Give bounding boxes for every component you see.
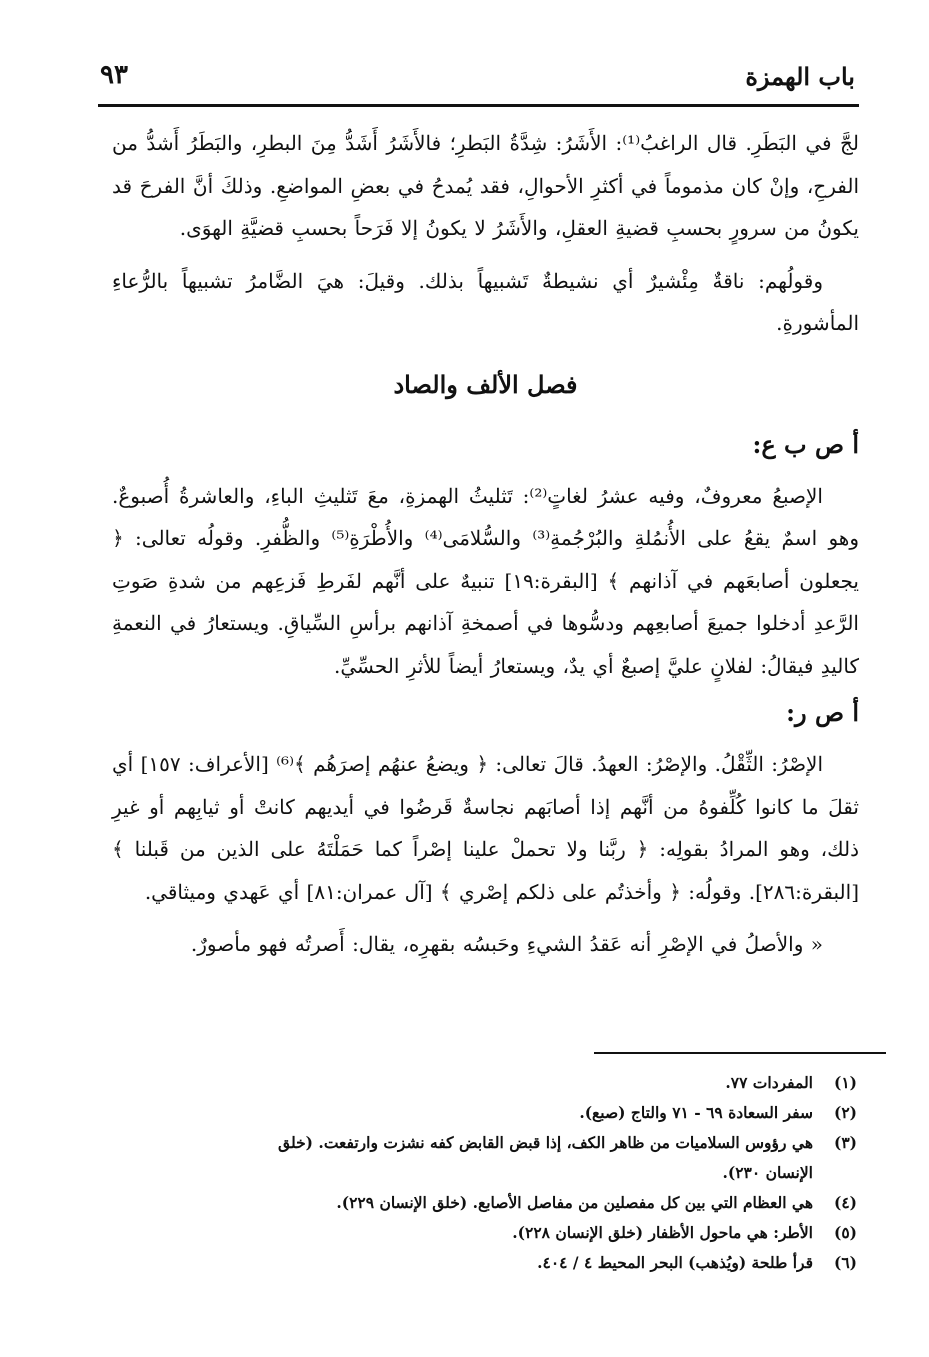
footnote-continuation: الإنسان ٢٣٠). bbox=[722, 1163, 813, 1182]
footnote-3 bbox=[110, 1128, 857, 1188]
footnote-number: (٣) bbox=[833, 1133, 857, 1152]
footnote-number: (٢) bbox=[833, 1103, 857, 1122]
running-title: باب الهمزة bbox=[745, 62, 855, 91]
entry-head-asba: أ ص ب ع: bbox=[752, 429, 859, 459]
footnote-number: (١) bbox=[833, 1073, 857, 1092]
section-title: فصل الألف والصاد bbox=[393, 369, 578, 399]
footnote-text: سفر السعادة ٦٩ - ٧١ والتاج (صبع). bbox=[579, 1103, 813, 1122]
main-text bbox=[112, 122, 859, 966]
header-rule bbox=[98, 104, 859, 107]
footnote-number: (٦) bbox=[833, 1253, 857, 1272]
footnote-number: (٥) bbox=[833, 1223, 857, 1242]
footnote-1 bbox=[110, 1068, 857, 1098]
entry-head-asr: أ ص ر: bbox=[786, 698, 859, 727]
footnote-4 bbox=[110, 1188, 857, 1218]
footnotes bbox=[110, 1068, 857, 1278]
footnote-text: قرأ طلحة (ويُذهب) البحر المحيط ٤ / ٤٠٤. bbox=[537, 1253, 813, 1272]
footnote-text: هي العظام التي بين كل مفصلين من مفاصل الأصابع. (خلق الإنسان ٢٢٩). bbox=[336, 1193, 813, 1212]
footnote-5 bbox=[110, 1218, 857, 1248]
footnote-6 bbox=[110, 1248, 857, 1278]
footnote-rule bbox=[594, 1052, 886, 1054]
entry-text-asba: الإصبعُ معروفٌ، وفيه عشرُ لغاتٍ⁽²⁾: تَثليثُ الهمزةِ، معَ تَثليثِ الباءِ، والعاشرةُ أُصبوعٌ. وهو اسمٌ يقعُ على الأُنمُلةِ والبُرْجُمةِ⁽³⁾ والسُّلامَى⁽⁴⁾ والأُطْرَةِ⁽⁵⁾ والظُّفرِ. وقولُه تعالى: ﴿ يجعلون أصابعَهم في آذانهم ﴾ [البقرة:١٩] تنبيهٌ على أنَّهم لفَرطِ فَزعِهم من شدةِ صَوتِ الرَّعدِ أدخلوا جميعَ أصابعِهم ودسُّوها في أصمخةِ آذانهم برأسِ السِّياقِ. ويستعارُ في النعمةِ كاليدِ فيقالُ: لفلانٍ عليَّ إصبعٌ أي يدٌ، ويستعارُ أيضاً للأثرِ الحسِّيِّ. bbox=[112, 483, 859, 678]
entry-text-asr-origin: « والأصلُ في الإصْرِ أنه عَقدُ الشيءِ وحَبسُه بقهرِه، يقال: أَصرتُه فهو مأصورٌ. bbox=[190, 932, 823, 956]
footnote-text: الأطر: هي ماحول الأظفار (خلق الإنسان ٢٢٨). bbox=[512, 1223, 813, 1242]
entry-text-asr: الإصْرُ: الثِّقْلُ. والإصْرُ: العهدُ. قالَ تعالى: ﴿ ويضعُ عنهُم إصرَهُم ﴾⁽⁶⁾ [الأعراف: ١٥٧] أي ثقلَ ما كانوا كُلِّفوهُ من أنَّهم إذا أصابَهم نجاسةٌ قَرضُوا في أيديهم كانتْ أو ثيابِهم أو غيرِ ذلك، وهو المرادُ بقولِه: ﴿ ربَّنا ولا تحملْ علينا إصْراً كما حَمَلْتَهُ على الذين من قَبلنا ﴾ [البقرة:٢٨٦]. وقولُه: ﴿ وأخذتُم على ذلكم إصْري ﴾ [آل عمران:٨١] أي عَهدي وميثاقي. bbox=[112, 752, 859, 904]
paragraph-ashar: لجَّ في البَطَرِ. قال الراغبُ⁽¹⁾: الأَشَرُ: شِدَّةُ البَطرِ؛ فالأَشَرُ أَشَدُّ مِنَ البطرِ، والبَطَرُ أَشدُّ من الفرحِ، وإنْ كان مذموماً في أكثرِ الأحوالِ، فقد يُمدحُ في بعضِ المواضعِ. وذلكَ أنَّ الفرحَ قد يكونُ من سرورٍ بحسبِ قضيةِ العقلِ، والأَشَرُ لا يكونُ إلا فَرَحاً بحسبِ قضيَّةِ الهوَى. bbox=[112, 131, 859, 240]
footnote-text: المفردات ٧٧. bbox=[725, 1073, 813, 1092]
footnote-text: هي رؤوس السلاميات من ظاهر الكف، إذا قبض القابض كفه نشزت وارتفعت. (خلق bbox=[278, 1133, 813, 1152]
footnote-number: (٤) bbox=[833, 1193, 857, 1212]
page-header bbox=[100, 58, 855, 98]
page-number: ٩٣ bbox=[100, 60, 128, 90]
paragraph-naqa: وقولُهم: ناقةٌ مِئْشيرٌ أي نشيطةٌ تَشبيهاً بذلك. وقيلَ: هيَ الضَّامرُ تشبيهاً بالرُّعاءِ المأشورةِ. bbox=[112, 268, 859, 335]
footnote-2 bbox=[110, 1098, 857, 1128]
